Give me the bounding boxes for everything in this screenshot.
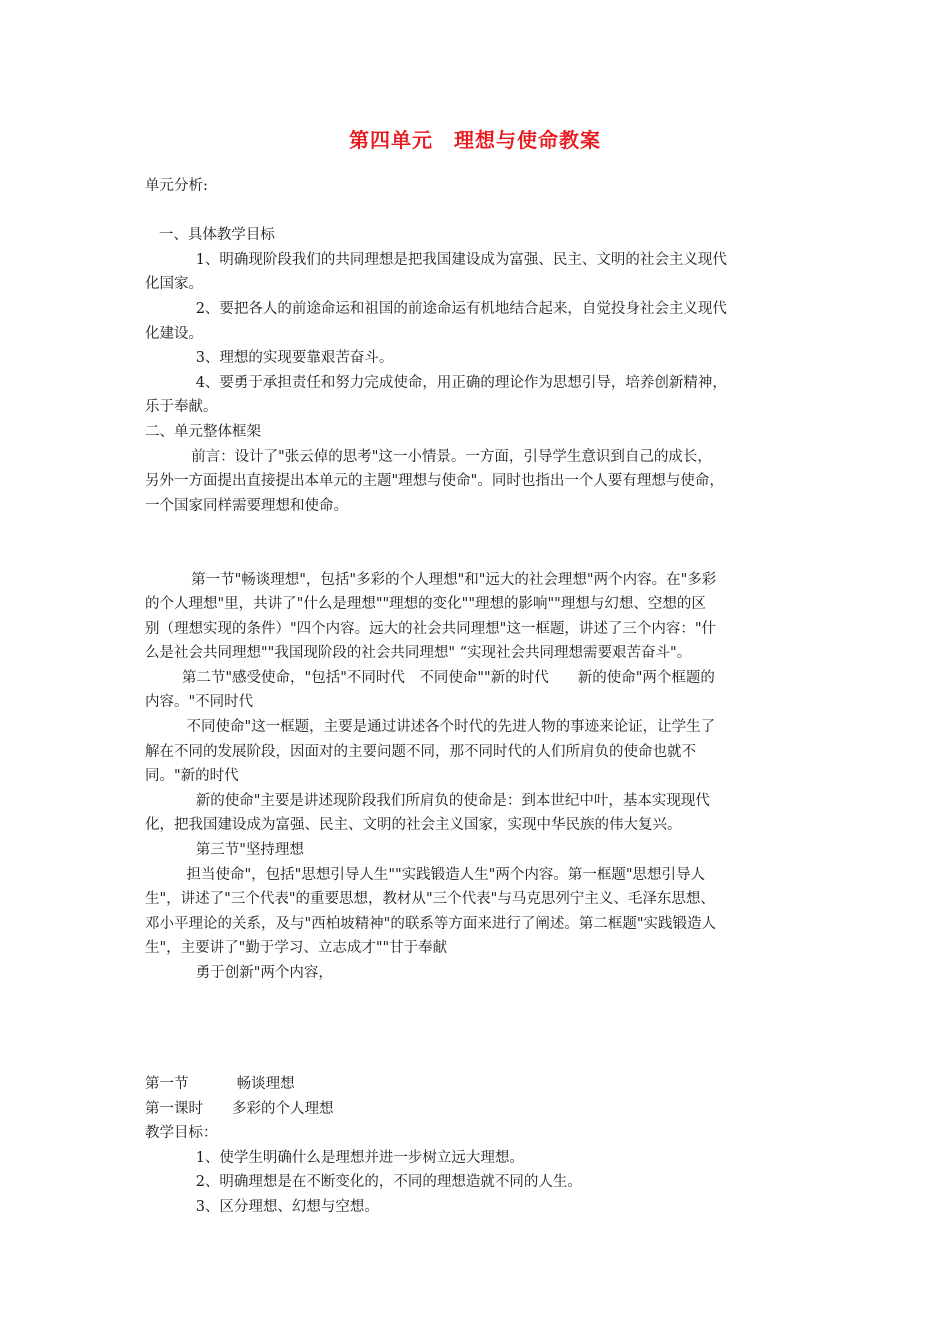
text-line: 第三节"坚持理想 — [145, 842, 304, 859]
text-line: 担当使命"，包括"思想引导人生""实践锻造人生"两个内容。第一框题"思想引导人 — [145, 866, 705, 883]
text-line — [145, 518, 815, 543]
text-line: 2、要把各人的前途命运和祖国的前途命运有机地结合起来，自觉投身社会主义现代 — [145, 300, 727, 317]
text-line: 第一课时 多彩的个人理想 — [145, 1100, 334, 1117]
text-line: 生"，主要讲了"勤于学习、立志成才""甘于奉献 — [145, 940, 448, 957]
lesson-plan-block — [145, 1072, 815, 1220]
text-line: 另外一方面提出直接提出本单元的主题"理想与使命"。同时也指出一个人要有理想与使命， — [145, 473, 724, 490]
text-line: 化建设。 — [145, 325, 203, 342]
text-line: 1、使学生明确什么是理想并进一步树立远大理想。 — [145, 1149, 524, 1166]
text-line: 新的使命"主要是讲述现阶段我们所肩负的使命是：到本世纪中叶，基本实现现代 — [145, 792, 710, 809]
text-line: 第一节 畅谈理想 — [145, 1076, 295, 1092]
text-line: 别（理想实现的条件）"四个内容。远大的社会共同理想"这一框题，讲述了三个内容："什 — [145, 620, 717, 637]
text-line: 邓小平理论的关系，及与"西柏坡精神"的联系等方面来进行了阐述。第二框题"实践锻造人 — [145, 915, 717, 932]
text-line: 第一节"畅谈理想"，包括"多彩的个人理想"和"远大的社会理想"两个内容。在"多彩 — [145, 571, 717, 588]
text-line: 第二节"感受使命，"包括"不同时代 不同使命""新的时代 新的使命"两个框题的 — [145, 669, 715, 686]
text-line: 教学目标： — [145, 1125, 218, 1142]
text-line — [145, 543, 815, 568]
text-line: 解在不同的发展阶段，因面对的主要问题不同，那不同时代的人们所肩负的使命也就不 — [145, 743, 696, 760]
text-line — [145, 199, 815, 224]
text-line: 么是社会共同理想""我国现阶段的社会共同理想" “实现社会共同理想需要艰苦奋斗"。 — [145, 645, 692, 662]
text-line: 3、区分理想、幻想与空想。 — [145, 1198, 379, 1215]
text-line: 内容。"不同时代 — [145, 694, 254, 711]
text-line: 乐于奉献。 — [145, 399, 218, 416]
text-line: 的个人理想"里，共讲了"什么是理想""理想的变化""理想的影响""理想与幻想、空想的区 — [145, 596, 706, 613]
text-line: 生"，讲述了"三个代表"的重要思想，教材从"三个代表"与马克思列宁主义、毛泽东思想、 — [145, 891, 715, 908]
text-line: 一个国家同样需要理想和使命。 — [145, 497, 348, 514]
text-line: 二、单元整体框架 — [145, 423, 261, 440]
text-line: 不同使命"这一框题，主要是通过讲述各个时代的先进人物的事迹来论证，让学生了 — [145, 719, 716, 736]
text-line: 4、要勇于承担责任和努力完成使命，用正确的理论作为思想引导，培养创新精神， — [145, 374, 727, 391]
text-line: 前言：设计了"张云倬的思考"这一小情景。一方面，引导学生意识到自己的成长， — [145, 448, 712, 465]
text-line: 1、明确现阶段我们的共同理想是把我国建设成为富强、民主、文明的社会主义现代 — [145, 251, 727, 268]
text-line: 化，把我国建设成为富强、民主、文明的社会主义国家，实现中华民族的伟大复兴。 — [145, 817, 682, 834]
text-line: 2、明确理想是在不断变化的，不同的理想造就不同的人生。 — [145, 1174, 582, 1191]
document-title: 第四单元 理想与使命教案 — [349, 128, 601, 152]
unit-analysis-block — [145, 174, 815, 986]
text-line: 单元分析: — [145, 178, 208, 194]
text-line: 一、具体教学目标 — [145, 227, 275, 244]
text-line: 3、理想的实现要靠艰苦奋斗。 — [145, 350, 394, 367]
text-line: 勇于创新"两个内容， — [145, 965, 333, 981]
text-line: 同。"新的时代 — [145, 768, 239, 785]
text-line: 化国家。 — [145, 276, 203, 293]
